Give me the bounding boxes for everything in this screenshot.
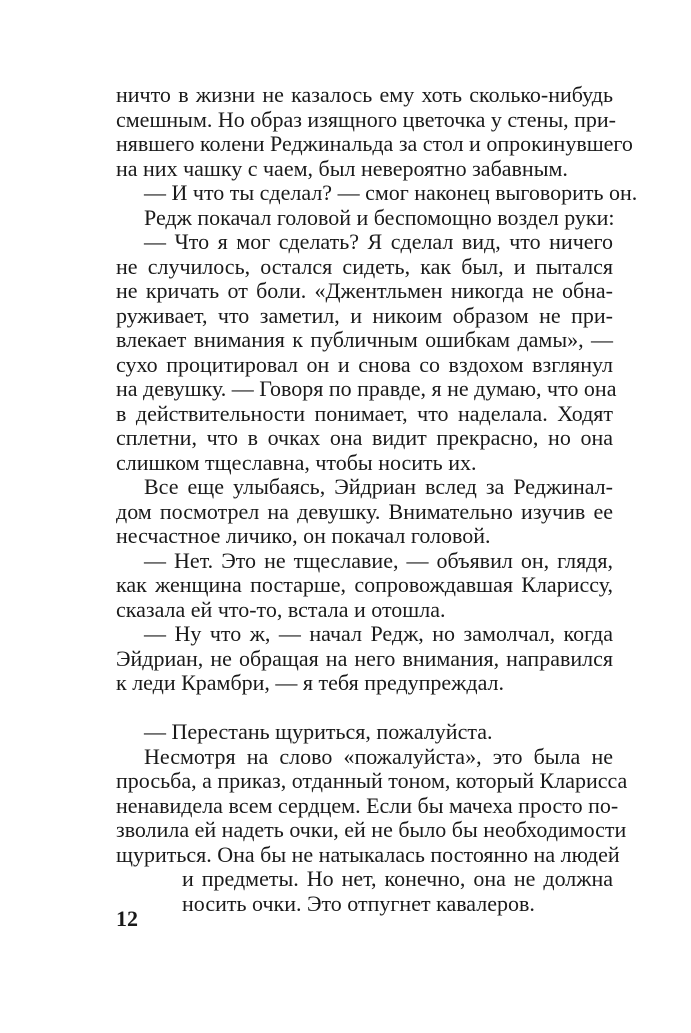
text-line: несчастное личико, он покачал головой. [116,523,491,548]
text-line: не кричать от боли. «Джентльмен никогда не обна- [116,278,613,303]
text-line: на них чашку с чаем, был невероятно забавным. [116,155,568,181]
body-text [116,82,638,916]
section-break [116,696,613,721]
text-line: не случилось, остался сидеть, как был, и пытался [116,253,613,279]
text-line: зволила ей надеть очки, ей не было бы необходимости [116,817,627,842]
text-line: Несмотря на слово «пожалуйста», это была не [144,743,613,769]
text-line: — Перестань щуриться, пожалуйста. [144,719,493,744]
text-line: — И что ты сделал? — смог наконец выговорить он. [144,180,638,205]
text-line: на девушку. — Говоря по правде, я не думаю, что она [116,376,617,401]
text-line: как женщина постарше, сопровождавшая Клариссу, [116,572,613,597]
text-line: ненавидела всем сердцем. Если бы мачеха просто по- [116,792,619,818]
text-line: в действительности понимает, что наделала. Ходят [116,400,613,426]
text-line: сплетни, что в очках она видит прекрасно, но она [116,425,613,450]
text-line: просьба, а приказ, отданный тоном, который Кларисса [116,768,628,793]
text-line: ничто в жизни не казалось ему хоть сколько-нибудь [116,82,613,107]
text-line: смешным. Но образ изящного цветочка у стены, при- [116,106,616,132]
text-line: Все еще улыбаясь, Эйдриан вслед за Реджинал- [144,474,613,499]
text-line: щуриться. Она бы не натыкалась постоянно на людей [116,841,620,867]
text-line: сказала ей что-то, встала и отошла. [116,596,446,622]
text-line: Эйдриан, не обращая на него внимания, направился [116,645,613,671]
text-line: сухо процитировал он и снова со вздохом взглянул [116,351,613,377]
text-line: дом посмотрел на девушку. Внимательно изучив ее [116,498,613,524]
text-line: влекает внимания к публичным ошибкам дамы», — [116,327,613,352]
text-line: — Что я мог сделать? Я сделал вид, что ничего [144,229,613,254]
text-line: — Ну что ж, — начал Редж, но замолчал, когда [144,621,613,646]
text-line: руживает, что заметил, и никоим образом не при- [116,302,613,328]
page-number: 12 [116,906,138,931]
text-line: к леди Крамбри, — я тебя предупреждал. [116,670,505,695]
text-line: — Нет. Это не тщеславие, — объявил он, глядя, [144,547,613,573]
text-line: слишком тщеславна, чтобы носить их. [116,449,477,475]
text-line: и предметы. Но нет, конечно, она не должна [182,866,613,891]
text-line: носить очки. Это отпугнет кавалеров. [182,890,535,916]
text-line: Редж покачал головой и беспомощно воздел руки: [144,204,615,230]
text-line: нявшего колени Реджинальда за стол и опрокинувшего [116,131,633,156]
